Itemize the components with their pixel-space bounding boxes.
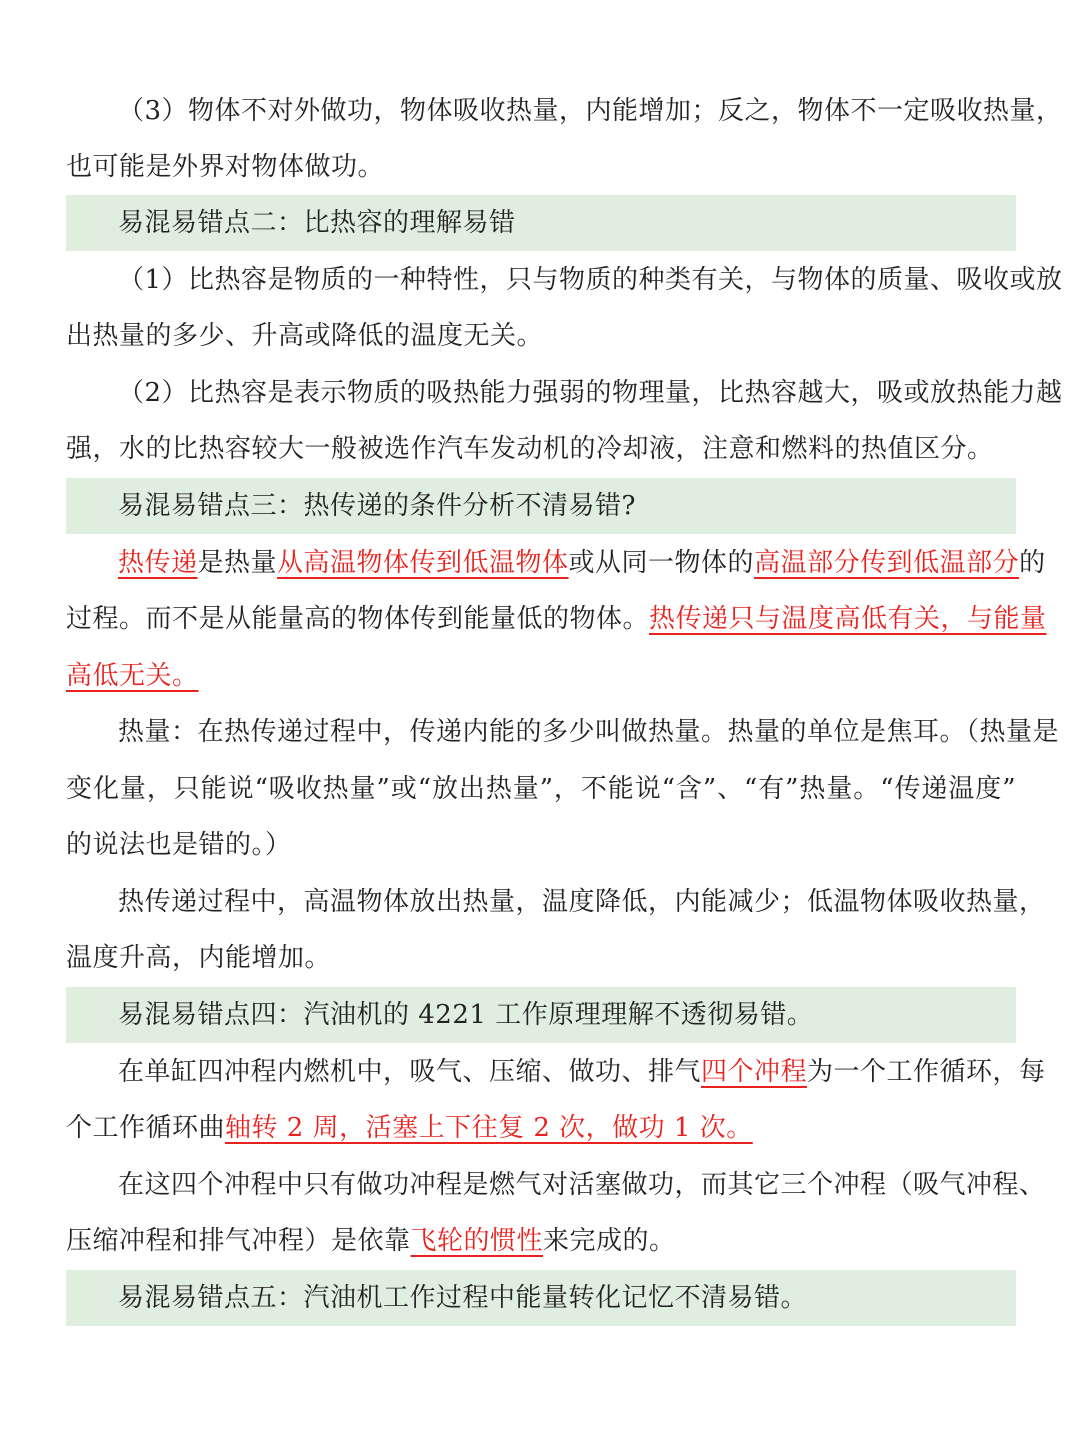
highlight-flywheel-inertia: 飞轮的惯性	[410, 1226, 544, 1256]
heat-transfer-definition-line-1	[66, 535, 1046, 591]
paragraph-3-line-2: 也可能是外界对物体做功。	[66, 152, 385, 182]
heading-text: 易混易错点四：汽油机的 4221 工作原理理解不透彻易错。	[118, 1000, 814, 1030]
specific-heat-point-1-line-2: 出热量的多少、升高或降低的温度无关。	[66, 321, 544, 351]
section-heading-3	[66, 478, 1016, 534]
heat-quantity-line-3: 的说法也是错的。）	[66, 830, 292, 860]
power-stroke-line-2	[66, 1213, 1016, 1269]
heat-quantity-line-1: 热量：在热传递过程中，传递内能的多少叫做热量。热量的单位是焦耳。（热量是	[118, 717, 1060, 747]
text-span: 为一个工作循环，每	[807, 1057, 1046, 1087]
highlight-4221: 轴转 2 周，活塞上下往复 2 次，做功 1 次。	[225, 1113, 753, 1143]
heat-transfer-process-line-2: 温度升高，内能增加。	[66, 943, 332, 973]
heat-quantity-line-2: 变化量，只能说“吸收热量”或“放出热量”，不能说“含”、“有”热量。“传递温度”	[66, 774, 1016, 804]
text-span: 来完成的。	[543, 1226, 676, 1256]
section-heading-5	[66, 1270, 1016, 1326]
highlight-temperature-only: 热传递只与温度高低有关，与能量	[649, 604, 1047, 634]
engine-cycle-line-1	[66, 1044, 1046, 1100]
text-span: 个工作循环曲	[66, 1113, 226, 1143]
heat-transfer-definition-line-2	[66, 591, 1047, 647]
specific-heat-point-2-line-2: 强，水的比热容较大一般被选作汽车发动机的冷却液，注意和燃料的热值区分。	[66, 434, 994, 464]
highlight-heat-transfer: 热传递	[118, 548, 198, 578]
text-span: 过程。而不是从能量高的物体传到能量低的物体。	[66, 604, 650, 634]
text-span: 或从同一物体的	[568, 548, 755, 578]
highlight-not-energy: 高低无关。	[66, 661, 199, 691]
highlight-four-strokes: 四个冲程	[701, 1057, 808, 1087]
engine-cycle-line-2	[66, 1100, 1016, 1156]
paragraph-3-line-1: （3）物体不对外做功，物体吸收热量，内能增加；反之，物体不一定吸收热量，	[118, 96, 1063, 126]
section-heading-4	[66, 987, 1016, 1043]
heat-transfer-process-line-1: 热传递过程中，高温物体放出热量，温度降低，内能减少；低温物体吸收热量，	[118, 887, 1046, 917]
highlight-high-to-low-part: 高温部分传到低温部分	[754, 548, 1020, 578]
heading-text: 易混易错点二：比热容的理解易错	[118, 208, 516, 238]
text-span: 压缩冲程和排气冲程）是依靠	[66, 1226, 411, 1256]
heading-text: 易混易错点三：热传递的条件分析不清易错?	[118, 491, 636, 521]
highlight-high-to-low-object: 从高温物体传到低温物体	[277, 548, 569, 578]
specific-heat-point-2-line-1: （2）比热容是表示物质的吸热能力强弱的物理量，比热容越大，吸或放热能力越	[118, 378, 1063, 408]
specific-heat-point-1-line-1: （1）比热容是物质的一种特性，只与物质的种类有关，与物体的质量、吸收或放	[118, 265, 1063, 295]
text-span: 是热量	[197, 548, 278, 578]
text-span: 在单缸四冲程内燃机中，吸气、压缩、做功、排气	[118, 1057, 702, 1087]
section-heading-2	[66, 195, 1016, 251]
power-stroke-line-1: 在这四个冲程中只有做功冲程是燃气对活塞做功，而其它三个冲程（吸气冲程、	[118, 1170, 1046, 1200]
heat-transfer-definition-line-3	[66, 648, 1016, 704]
text-span: 的	[1019, 548, 1046, 578]
heading-text: 易混易错点五：汽油机工作过程中能量转化记忆不清易错。	[118, 1283, 808, 1313]
